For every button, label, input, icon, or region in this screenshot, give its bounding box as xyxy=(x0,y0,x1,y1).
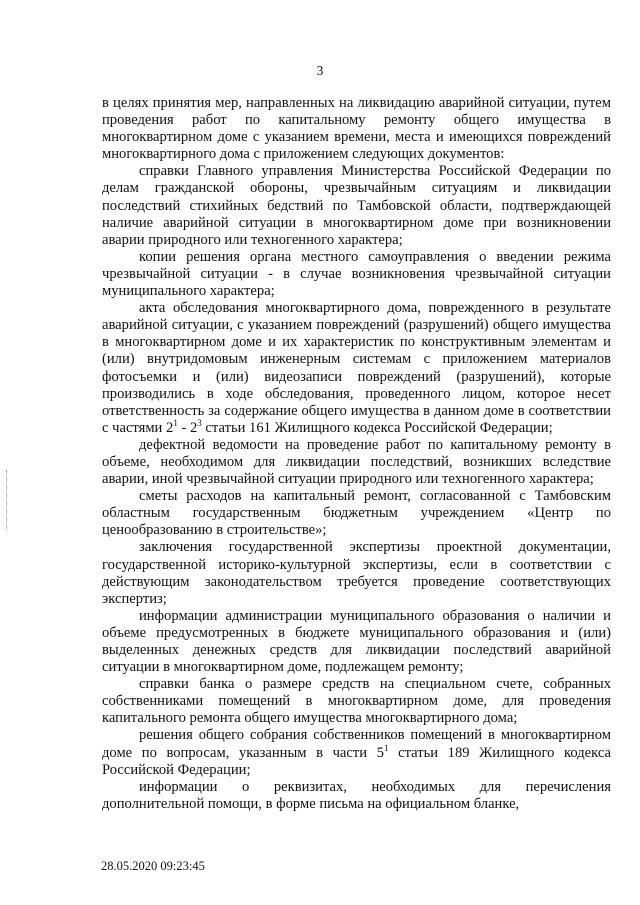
list-item-owners-meeting-decision xyxy=(102,727,611,778)
owners-meeting-text-end: статьи 189 Жилищного кодекса Российской Федерации; xyxy=(102,744,611,778)
inspection-act-text: акта обследования многоквартирного дома, поврежденного в результате аварийной ситуации, с указанием повреждений (разрушений) общего имущества в многоквартирном доме и их характеристик по конструктивным элементам и (или) внутридомовым инженерным системам с приложением материалов фотосъемки и (или) видеозаписи повреждений (разрушений), которые производились в ходе обследования, проведенного лицом, которое несет ответственность за содержание общего имущества в данном доме в соответствии с частями 2 xyxy=(102,300,611,436)
document-body xyxy=(102,95,611,813)
superscript: 1 xyxy=(383,742,389,753)
page-number: 3 xyxy=(316,63,324,78)
list-item-bank-certificate: справки банка о размере средств на специальном счете, собранных собственниками помещений в многоквартирном доме, для проведения капитального ремонта общего имущества многоквартирного дома; xyxy=(102,676,611,727)
print-timestamp: 28.05.2020 09:23:45 xyxy=(101,859,205,873)
list-item-gu-mchs-certificate: справки Главного управления Министерства Российской Федерации по делам гражданской обороны, чрезвычайным ситуациям и ликвидации последствий стихийных бедствий по Тамбовской области, подтверждающей наличие аварийной ситуации в многоквартирном доме при возникновении аварии природного или техногенного характера; xyxy=(102,163,611,248)
list-item-bank-details: информации о реквизитах, необходимых для перечисления дополнительной помощи, в форме письма на официальном бланке, xyxy=(102,778,611,812)
list-item-cost-estimate: сметы расходов на капитальный ремонт, согласованной с Тамбовским областным государственным бюджетным учреждением «Центр по ценообразованию в строительстве»; xyxy=(102,488,611,539)
paragraph-intro: в целях принятия мер, направленных на ликвидацию аварийной ситуации, путем проведения работ по капитальному ремонту общего имущества в многоквартирном доме с указанием времени, места и имеющихся повреждений многоквартирного дома с приложением следующих документов: xyxy=(102,95,611,163)
list-item-local-decision-copy: копии решения органа местного самоуправления о введении режима чрезвычайной ситуации - в случае возникновения чрезвычайной ситуации муниципального характера; xyxy=(102,248,611,300)
list-item-expert-conclusions: заключения государственной экспертизы проектной документации, государственной историко-культурной экспертизы, если в соответствии с действующим законодательством требуется проведение соответствующих экспертиз; xyxy=(102,539,611,607)
superscript: 1 xyxy=(173,417,178,428)
list-item-municipal-information: информации администрации муниципального образования о наличии и объеме предусмотренных в бюджете муниципального образования и (или) выделенных денежных средств для ликвидации последствий аварийной ситуации в многоквартирном доме, подлежащем ремонту; xyxy=(102,607,611,676)
list-item-defect-statement: дефектной ведомости на проведение работ по капитальному ремонту в объеме, необходимом для ликвидации последствий, возникших вследствие аварии, иной чрезвычайной ситуации природного или техногенного характера; xyxy=(102,436,611,488)
superscript: 3 xyxy=(197,417,202,428)
list-item-inspection-act xyxy=(102,300,611,437)
owners-meeting-text: решения общего собрания собственников помещений в многоквартирном доме по вопросам, указанным в части 5 xyxy=(102,727,611,761)
inspection-act-text-end: статьи 161 Жилищного кодекса Российской Федерации; xyxy=(201,419,553,436)
scan-margin-marks xyxy=(6,470,9,530)
inspection-act-text-mid: - 2 xyxy=(177,419,198,436)
